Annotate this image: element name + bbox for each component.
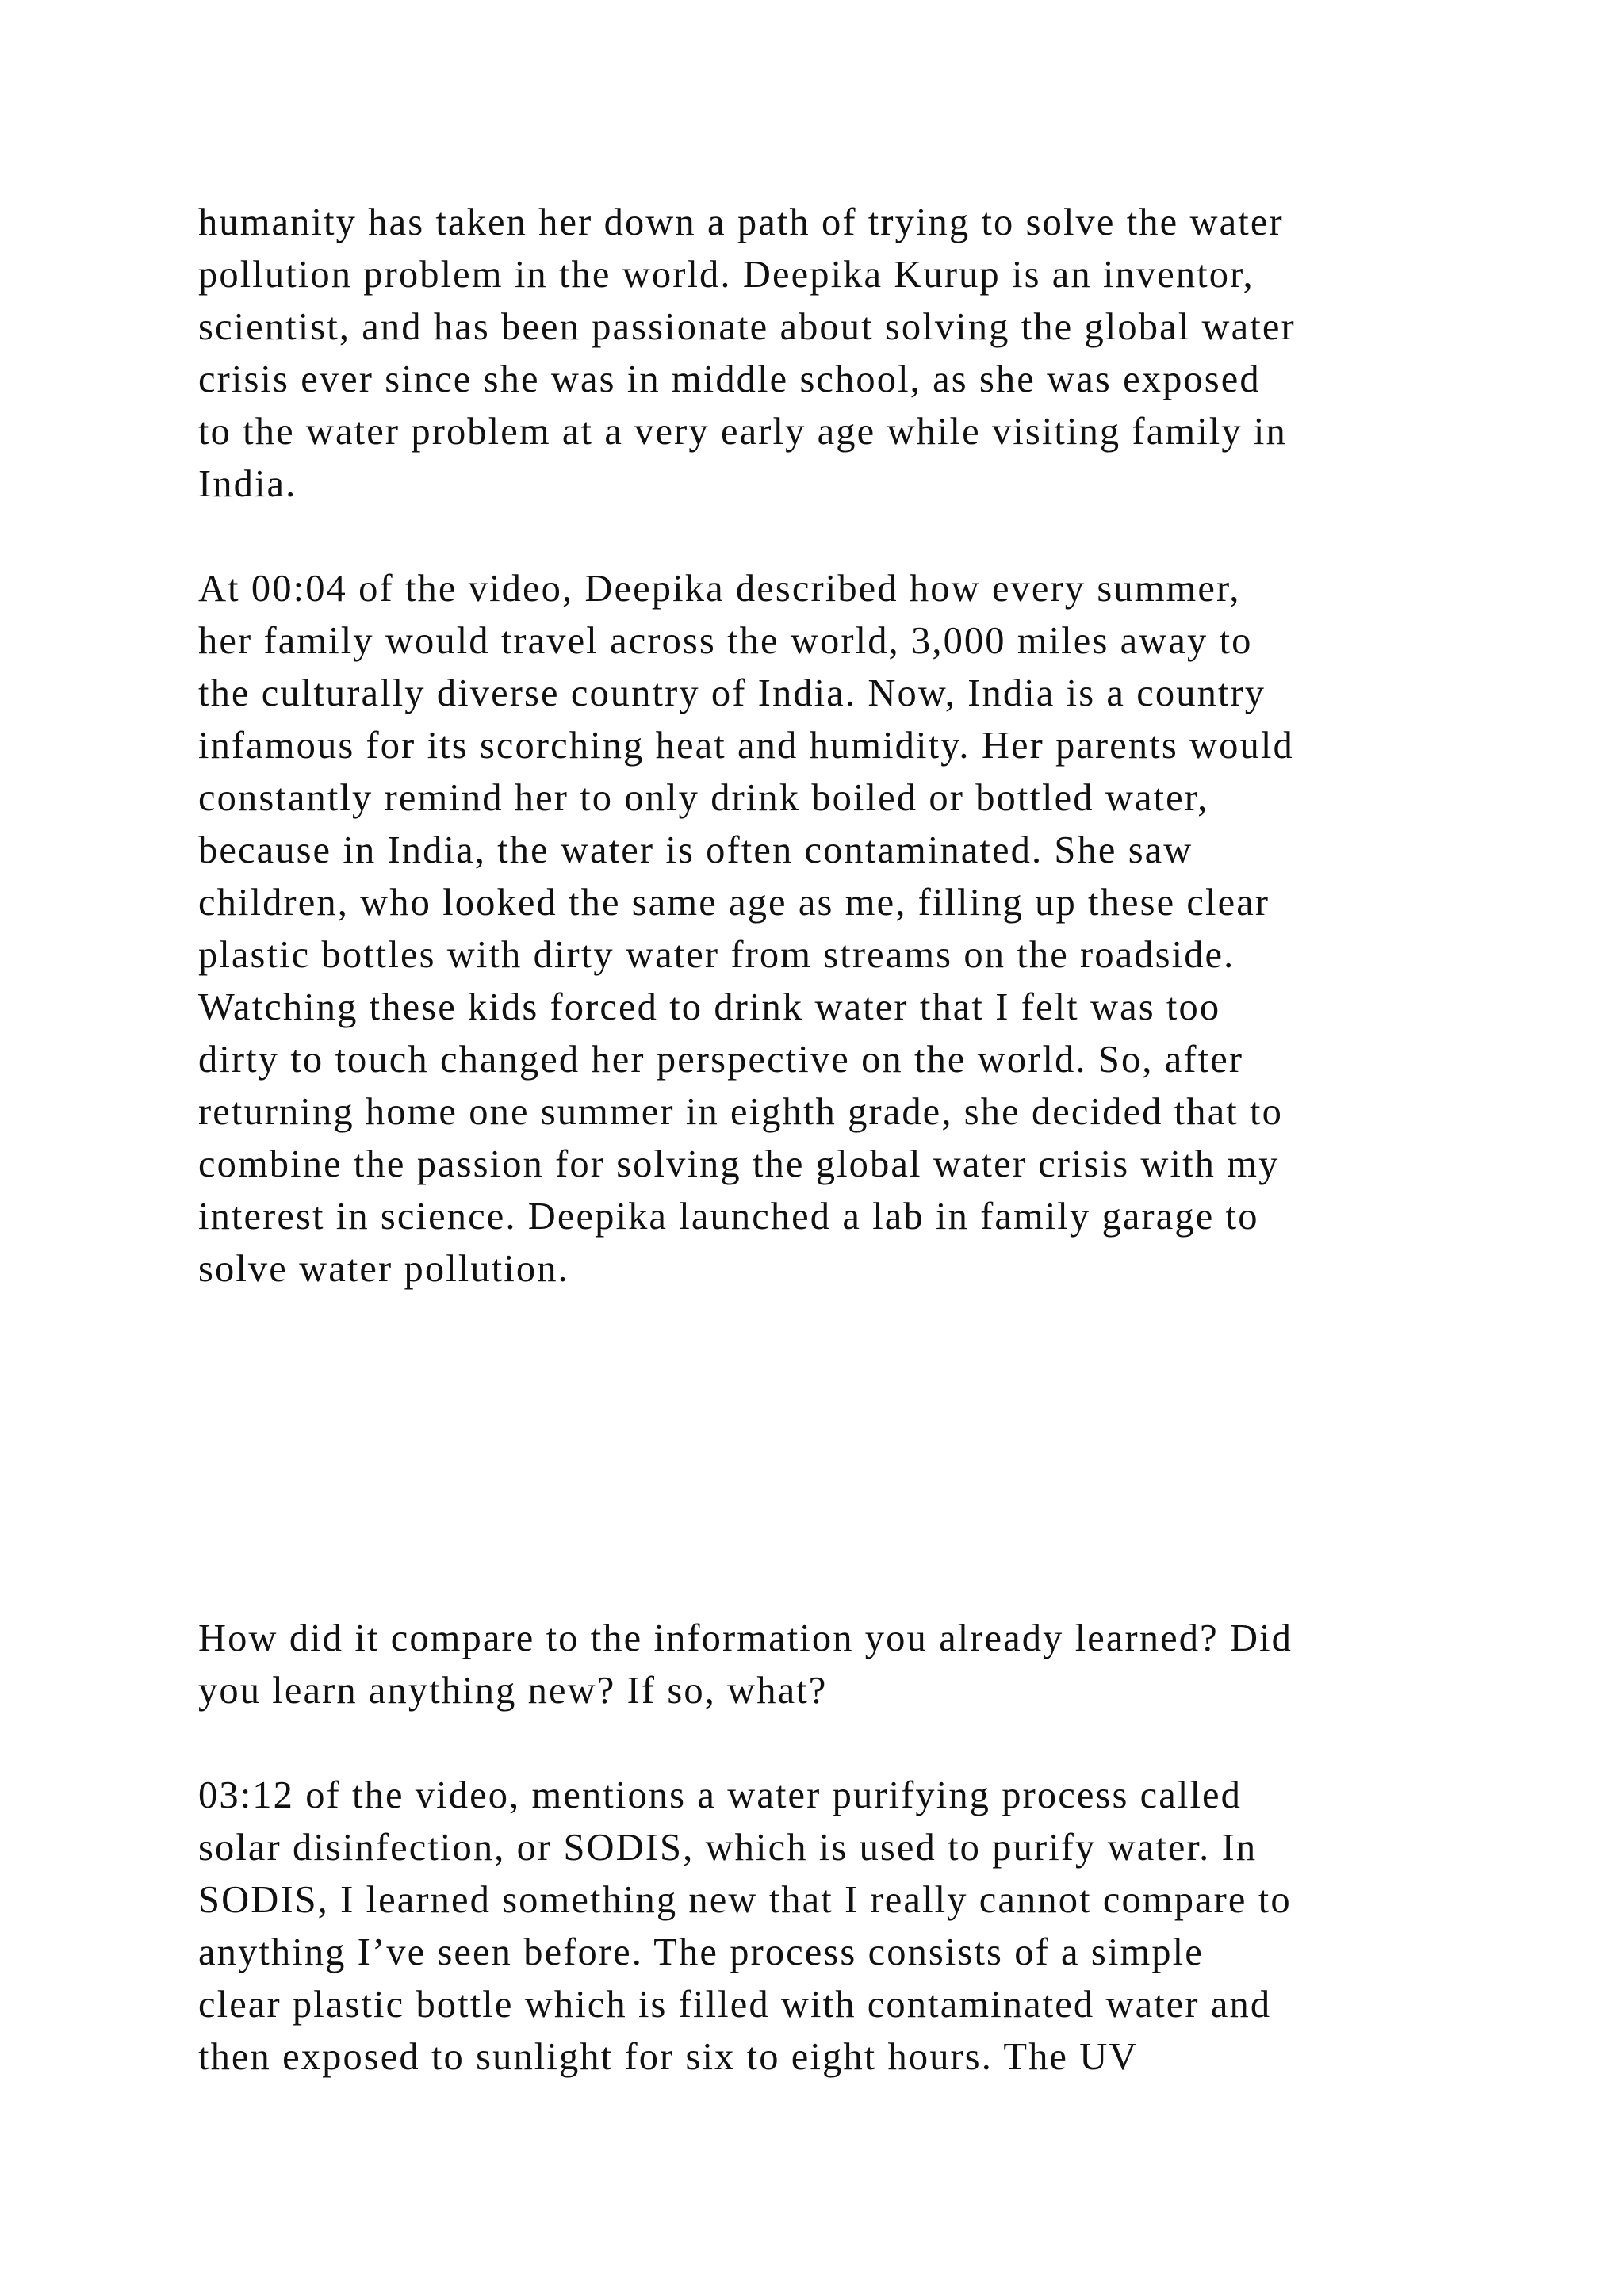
text-line: children, who looked the same age as me, filling up these clear — [198, 882, 1270, 924]
text-line: SODIS, I learned something new that I really cannot compare to — [198, 1879, 1292, 1921]
text-line: dirty to touch changed her perspective on the world. So, after — [198, 1039, 1244, 1081]
text-line: her family would travel across the world, 3,000 miles away to — [198, 620, 1253, 662]
text-line: humanity has taken her down a path of trying to solve the water — [198, 201, 1284, 243]
text-line: returning home one summer in eighth grade, she decided that to — [198, 1091, 1283, 1133]
text-line: to the water problem at a very early age while visiting family in — [198, 411, 1287, 453]
paragraph-question — [198, 1613, 1499, 1717]
text-line: solar disinfection, or SODIS, which is used to purify water. In — [198, 1827, 1258, 1869]
text-line: combine the passion for solving the global water crisis with my — [198, 1143, 1280, 1185]
text-line: constantly remind her to only drink boiled or bottled water, — [198, 777, 1209, 819]
text-line: plastic bottles with dirty water from streams on the roadside. — [198, 934, 1235, 976]
text-line: then exposed to sunlight for six to eight hours. The UV — [198, 2036, 1139, 2078]
paragraph-video-summary — [198, 563, 1499, 1295]
text-line: you learn anything new? If so, what? — [198, 1670, 828, 1712]
text-line: India. — [198, 463, 297, 505]
text-line: anything I’ve seen before. The process consists of a simple — [198, 1931, 1204, 1973]
text-line: solve water pollution. — [198, 1248, 569, 1290]
text-line: interest in science. Deepika launched a lab in family garage to — [198, 1196, 1259, 1238]
text-line: crisis ever since she was in middle school, as she was exposed — [198, 358, 1261, 400]
text-line: How did it compare to the information you already learned? Did — [198, 1617, 1293, 1659]
text-line: clear plastic bottle which is filled with contaminated water and — [198, 1984, 1272, 2026]
text-line: pollution problem in the world. Deepika Kurup is an inventor, — [198, 254, 1254, 296]
text-line: 03:12 of the video, mentions a water purifying process called — [198, 1774, 1243, 1816]
text-line: scientist, and has been passionate about solving the global water — [198, 306, 1296, 348]
paragraph-intro — [198, 197, 1499, 511]
text-line: At 00:04 of the video, Deepika described how every summer, — [198, 568, 1241, 610]
paragraph-sodis — [198, 1770, 1499, 2084]
text-line: Watching these kids forced to drink water that I felt was too — [198, 986, 1221, 1028]
text-line: the culturally diverse country of India. Now, India is a country — [198, 672, 1266, 714]
text-line: because in India, the water is often contaminated. She saw — [198, 829, 1193, 871]
text-line: infamous for its scorching heat and humidity. Her parents would — [198, 725, 1294, 767]
